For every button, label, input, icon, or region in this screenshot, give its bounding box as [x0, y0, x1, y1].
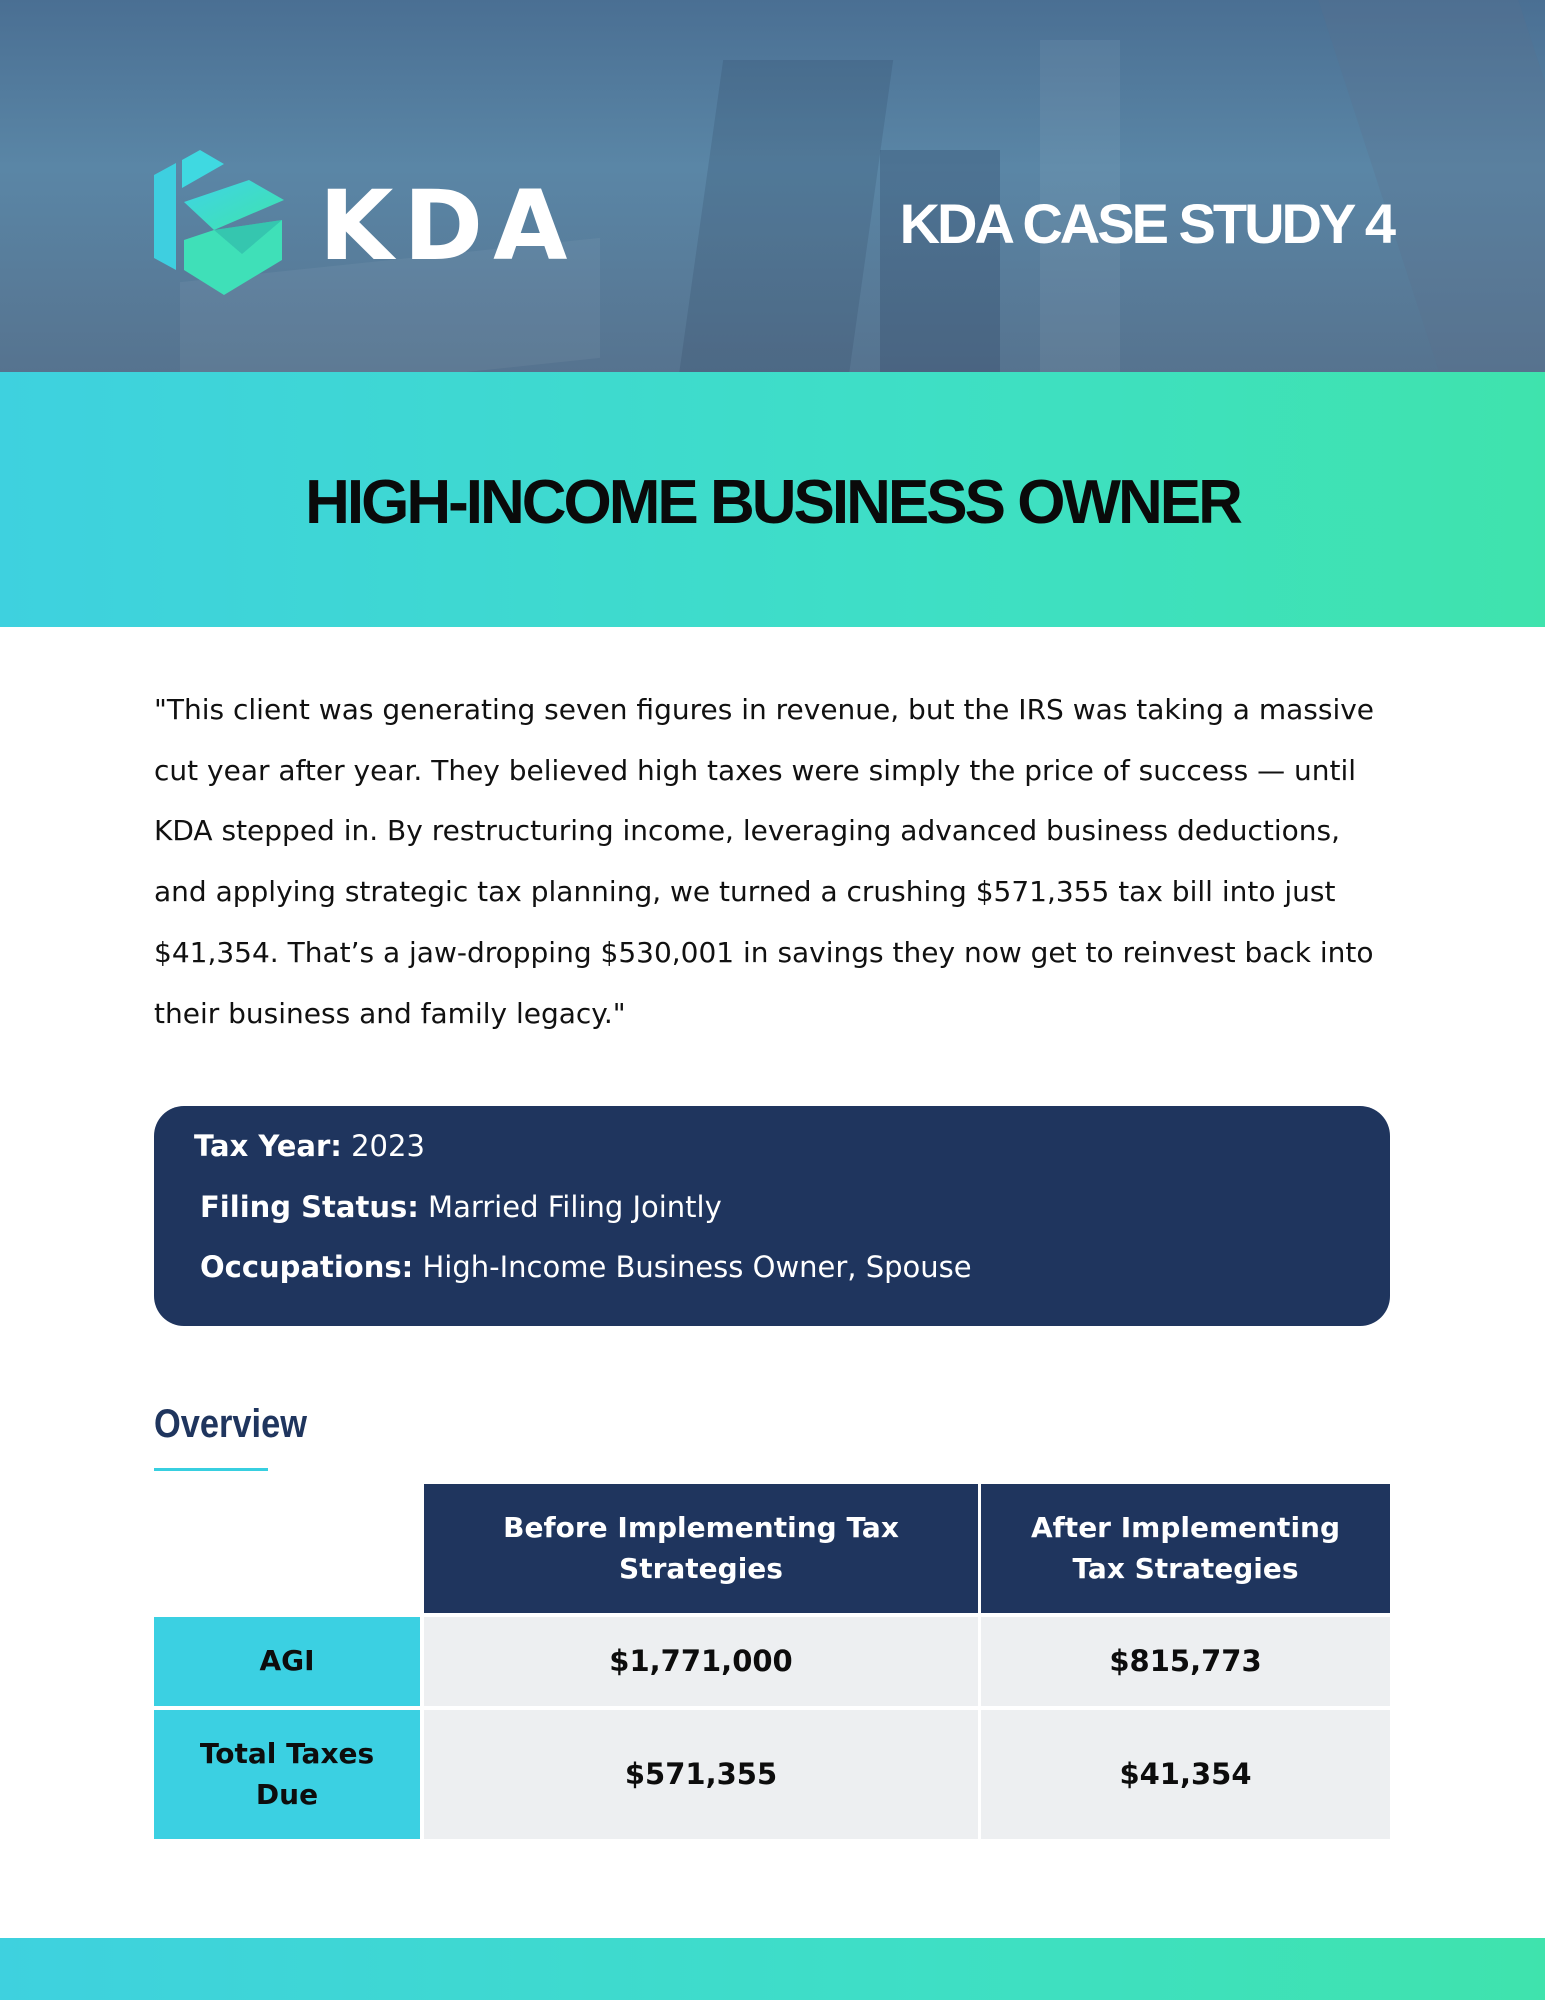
footer-band: [0, 1938, 1545, 2000]
tax-year-label: Tax Year:: [194, 1129, 342, 1163]
row-header-agi: AGI: [154, 1617, 420, 1706]
title-band: [0, 372, 1545, 627]
filing-status-row: [200, 1190, 722, 1224]
background-building: [1318, 0, 1545, 372]
column-header-after: After Implementing Tax Strategies: [981, 1484, 1390, 1613]
row-header-total-taxes: Total Taxes Due: [154, 1710, 420, 1839]
background-building: [677, 60, 893, 372]
column-header-before: Before Implementing Tax Strategies: [424, 1484, 978, 1613]
case-study-label: KDA CASE STUDY 4: [899, 192, 1393, 255]
client-quote: "This client was generating seven figures in revenue, but the IRS was taking a massive cut year after year. They believed high taxes were simply the price of success — until KDA stepped in. By restructuring income, leveraging advanced business deductions, and applying strategic tax planning, we turned a crushing $571,355 tax bill into just $41,354. That’s a jaw-dropping $530,001 in savings they now get to reinvest back into their business and family legacy.": [154, 693, 1375, 1030]
overview-heading: Overview: [154, 1402, 307, 1446]
kda-logo-icon: [154, 150, 284, 300]
logo-wordmark: KDA: [319, 170, 578, 282]
background-building: [880, 150, 1000, 372]
occupations-row: [200, 1250, 972, 1284]
agi-before-value: $1,771,000: [424, 1617, 978, 1706]
page-title: HIGH-INCOME BUSINESS OWNER: [305, 468, 1240, 537]
agi-after-value: $815,773: [981, 1617, 1390, 1706]
occupations-label: Occupations:: [200, 1250, 414, 1284]
kda-logo: [154, 150, 624, 300]
filing-status-value: Married Filing Jointly: [428, 1190, 722, 1224]
tax-year-row: [194, 1129, 425, 1163]
filing-status-label: Filing Status:: [200, 1190, 419, 1224]
taxes-after-value: $41,354: [981, 1710, 1390, 1839]
tax-year-value: 2023: [351, 1129, 425, 1163]
header-banner: [0, 0, 1545, 372]
overview-underline: [154, 1468, 268, 1471]
taxes-before-value: $571,355: [424, 1710, 978, 1839]
case-details-box: [154, 1106, 1390, 1326]
occupations-value: High-Income Business Owner, Spouse: [422, 1250, 972, 1284]
